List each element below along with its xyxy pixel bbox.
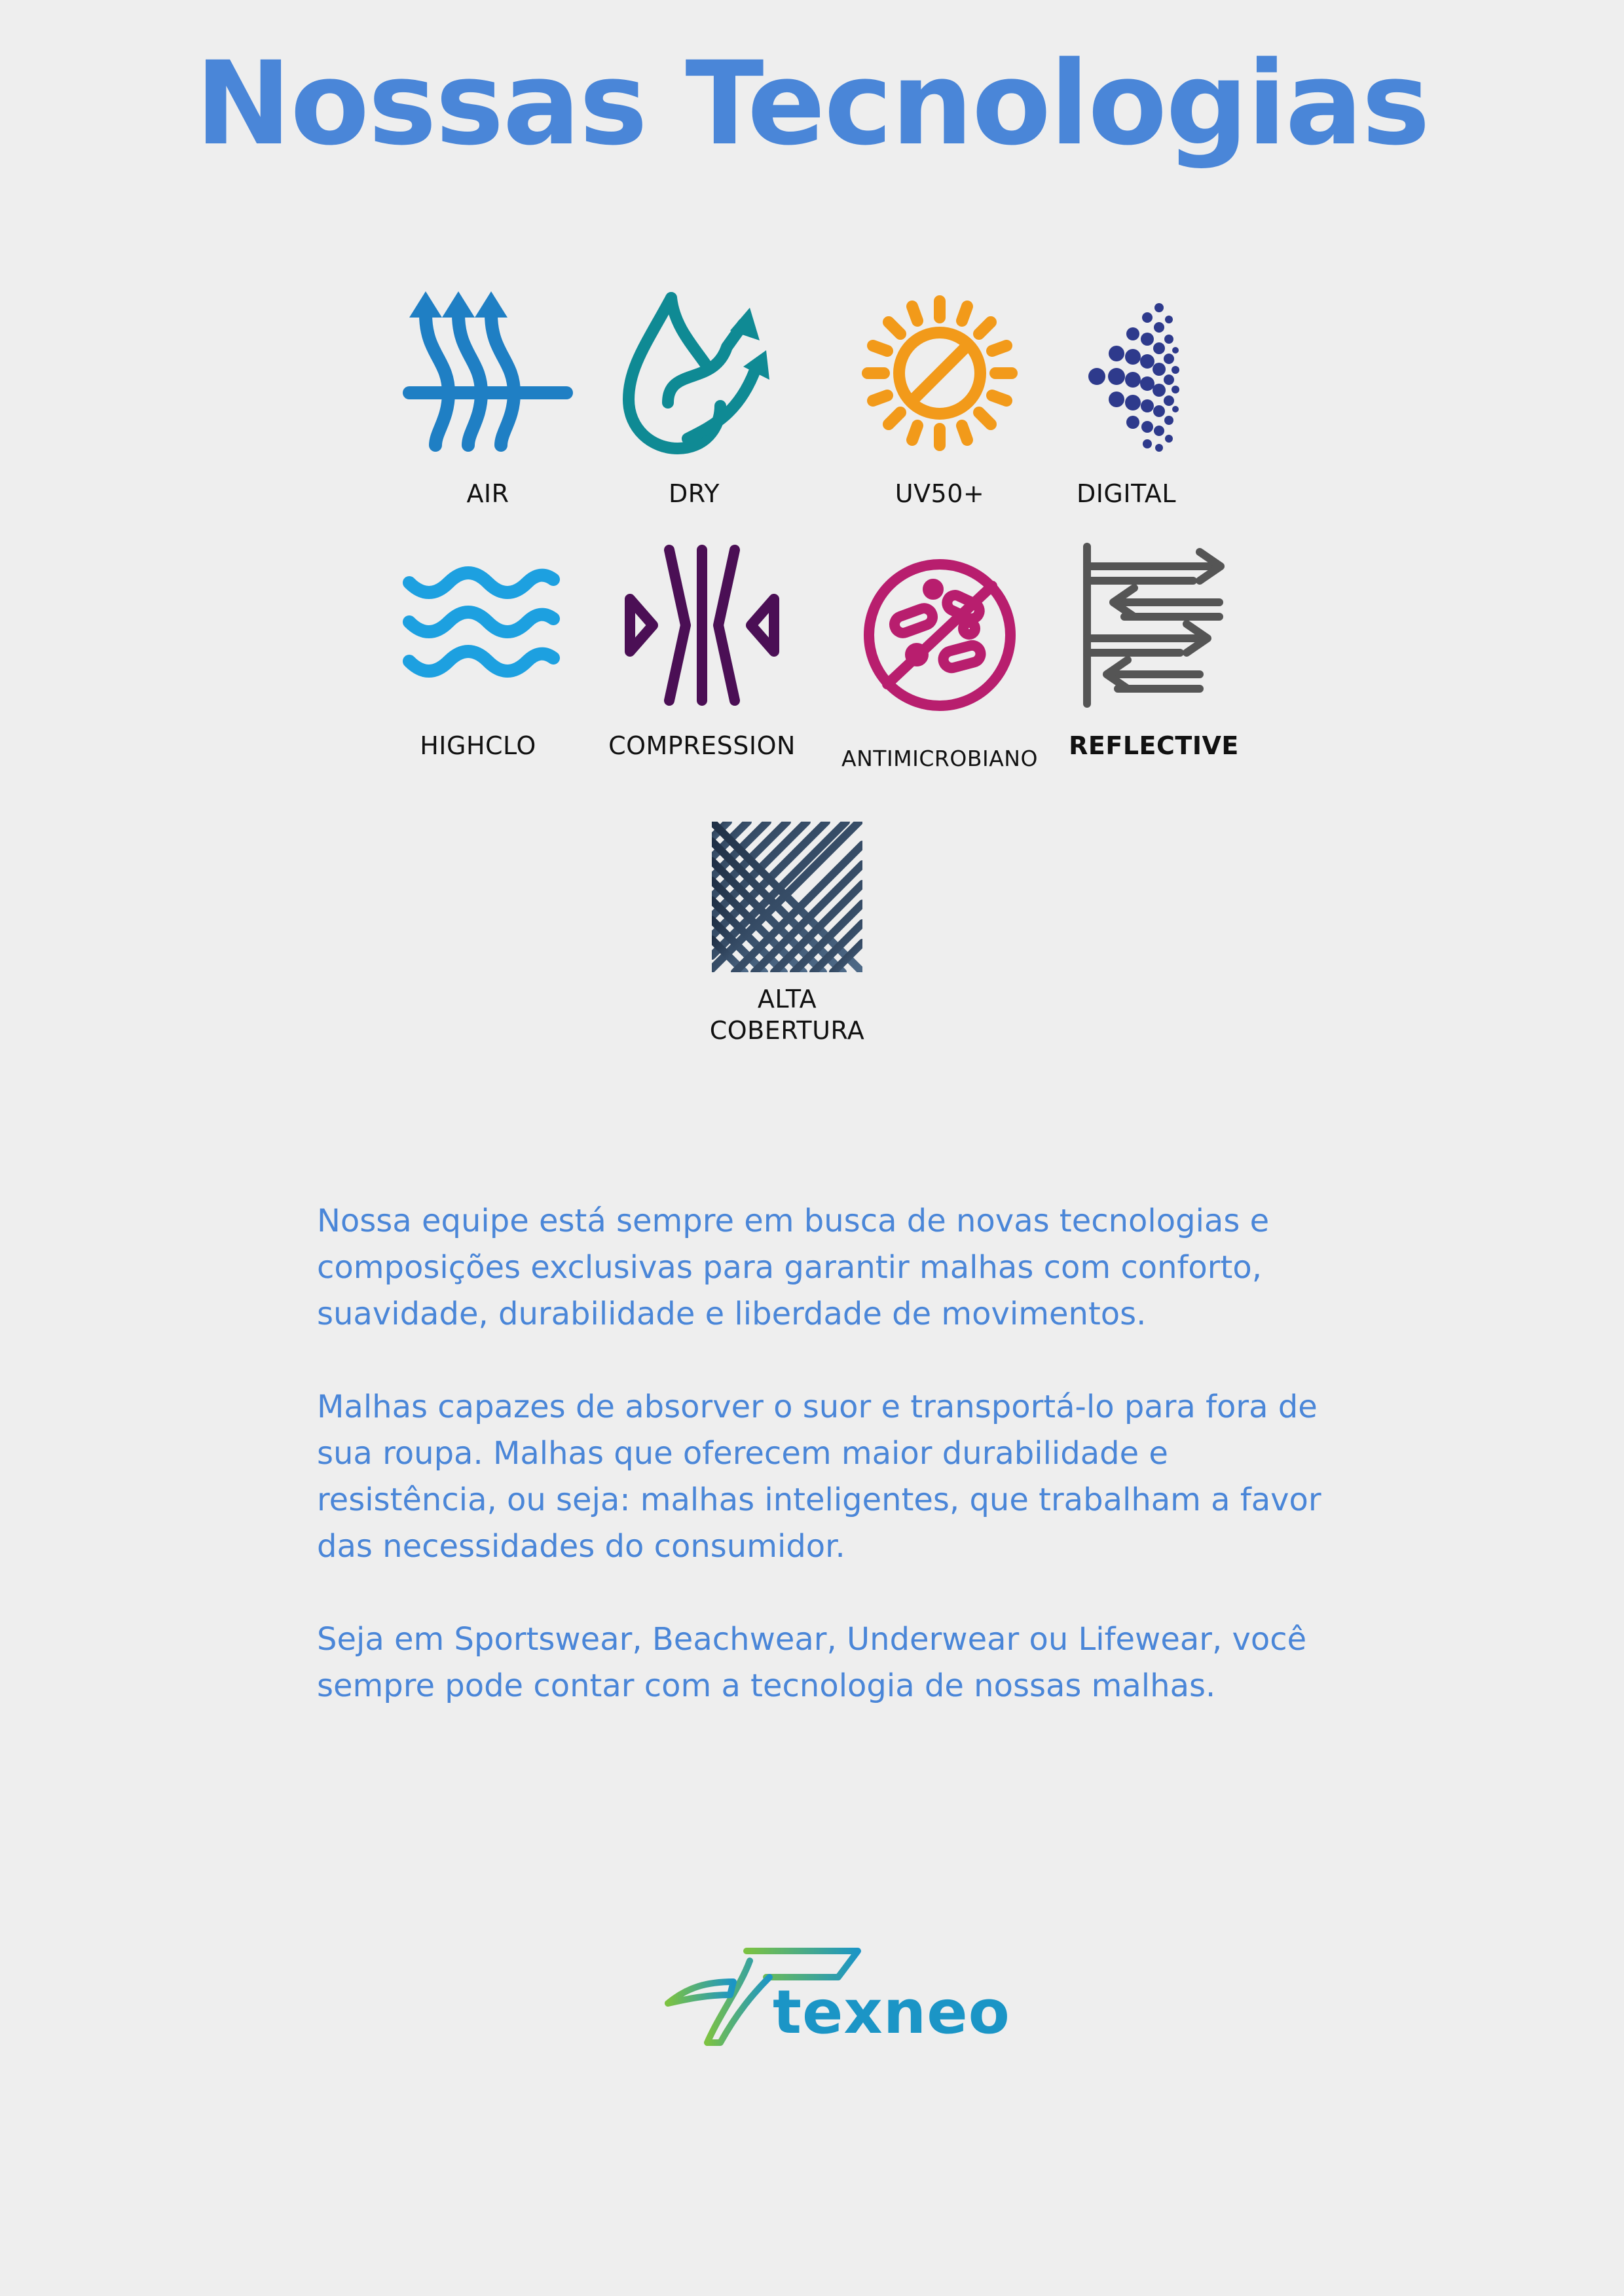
tech-reflective — [1056, 540, 1252, 763]
compression-icon — [617, 540, 787, 710]
tech-label: COMPRESSION — [608, 731, 796, 760]
page-title: Nossas Tecnologias — [194, 37, 1430, 171]
tech-highclo — [380, 540, 576, 763]
digital-dots-icon — [1041, 288, 1211, 458]
paragraph: Malhas capazes de absorver o suor e transportá-lo para fora de sua roupa. Malhas que oferecem maior durabilidade e resistência, ou seja: malhas inteligentes, que trabalham a favor das necessidades do consumidor. — [317, 1389, 1321, 1565]
tech-dry — [596, 288, 792, 511]
tech-alta-cobertura — [689, 818, 885, 1054]
tech-label: DRY — [669, 479, 720, 508]
tech-label: REFLECTIVE — [1069, 731, 1239, 760]
body-text — [317, 1198, 1338, 1756]
tech-label: AIR — [466, 479, 509, 508]
tech-label: ALTA COBERTURA — [709, 985, 865, 1045]
antimicrobial-icon — [855, 550, 1025, 720]
tech-uv50 — [841, 288, 1038, 511]
tech-label: ANTIMICROBIANO — [841, 746, 1038, 771]
reflective-arrows-icon — [1069, 540, 1239, 710]
tech-label: UV50+ — [895, 479, 985, 508]
tech-air — [390, 288, 586, 511]
air-arrows-icon — [403, 288, 573, 458]
tech-antimicrobiano — [841, 550, 1038, 773]
dry-drop-icon — [609, 288, 779, 458]
brand-name: texneo — [773, 1977, 1010, 2047]
uv-sun-icon — [855, 288, 1025, 458]
alta-cobertura-icon — [702, 818, 872, 989]
tech-label: DIGITAL — [1076, 479, 1177, 508]
paragraph: Nossa equipe está sempre em busca de novas tecnologias e composições exclusivas para garantir malhas com conforto, suavidade, durabilidade e liberdade de movimentos. — [317, 1203, 1270, 1332]
tech-compression — [604, 540, 800, 763]
highclo-waves-icon — [393, 540, 563, 710]
tech-label: HIGHCLO — [420, 731, 536, 760]
paragraph: Seja em Sportswear, Beachwear, Underwear ou Lifewear, você sempre pode contar com a tecnologia de nossas malhas. — [317, 1621, 1307, 1704]
tech-digital — [1028, 288, 1225, 511]
